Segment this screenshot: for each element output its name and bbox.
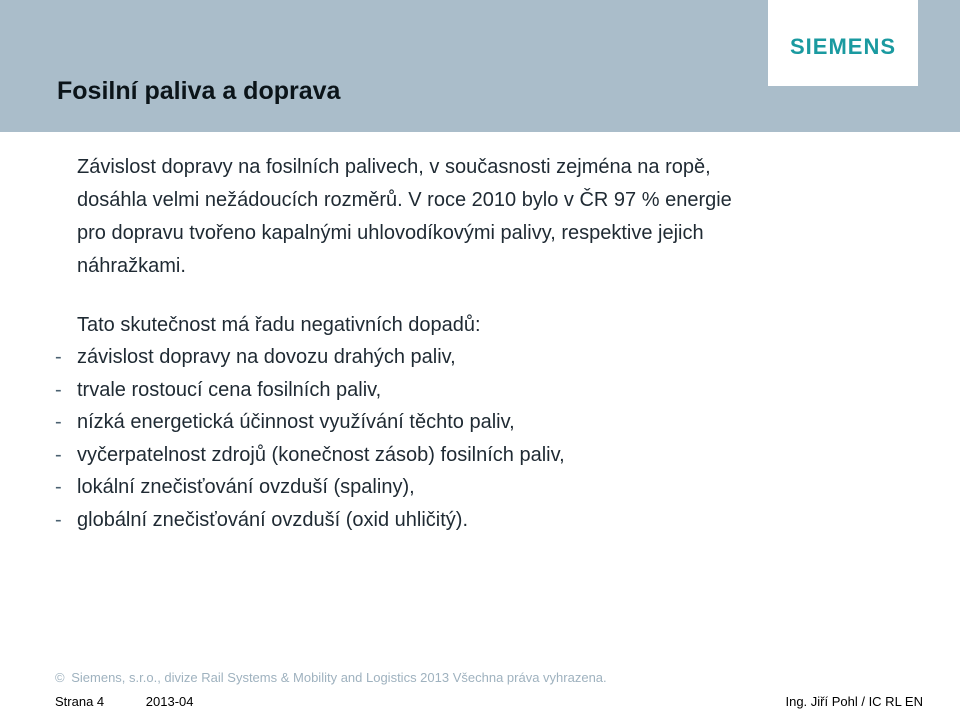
copyright-text: Siemens, s.r.o., divize Rail Systems & Mobility and Logistics 2013 Všechna práva vyhrazena.	[71, 670, 607, 685]
dash-bullet: -	[55, 508, 62, 531]
list-item	[55, 471, 565, 504]
footer-copyright	[55, 670, 607, 685]
list-item-text: lokální znečisťování ovzduší (spaliny),	[77, 476, 415, 498]
list-item-text: globální znečisťování ovzduší (oxid uhličitý).	[77, 508, 469, 531]
footer-date: 2013-04	[145, 694, 194, 709]
dash-bullet: -	[55, 378, 62, 401]
impacts-heading: Tato skutečnost má řadu negativních dopadů:	[77, 314, 481, 336]
logo-box	[768, 0, 918, 86]
dash-bullet: -	[55, 476, 62, 498]
list-item	[55, 439, 565, 472]
list-item-text: trvale rostoucí cena fosilních paliv,	[77, 378, 382, 401]
intro-line: náhražkami.	[77, 255, 186, 277]
page-number: Strana 4	[55, 694, 105, 709]
list-item	[55, 341, 565, 374]
intro-paragraph	[77, 151, 917, 283]
list-item-text: vyčerpatelnost zdrojů (konečnost zásob) fosilních paliv,	[77, 443, 565, 466]
page-title: Fosilní paliva a doprava	[57, 77, 341, 105]
list-item	[55, 406, 565, 439]
list-item-text: závislost dopravy na dovozu drahých paliv,	[77, 346, 456, 368]
list-item-text: nízká energetická účinnost využívání těchto paliv,	[77, 411, 515, 433]
intro-line: pro dopravu tvořeno kapalnými uhlovodíkovými palivy, respektive jejich	[77, 222, 704, 244]
impacts-list	[55, 341, 565, 536]
intro-line: dosáhla velmi nežádoucích rozměrů. V roce 2010 bylo v ČR 97 % energie	[77, 189, 732, 211]
footer-page-info	[55, 694, 194, 709]
siemens-logo: SIEMENS	[789, 34, 897, 59]
dash-bullet: -	[55, 346, 62, 368]
footer-author: Ing. Jiří Pohl / IC RL EN	[785, 694, 923, 709]
dash-bullet: -	[55, 411, 62, 433]
copyright-icon: ©	[55, 670, 65, 685]
list-item	[55, 504, 565, 537]
list-item	[55, 374, 565, 407]
dash-bullet: -	[55, 443, 62, 466]
intro-line: Závislost dopravy na fosilních palivech, v současnosti zejména na ropě,	[77, 156, 711, 178]
header-band	[0, 0, 960, 132]
